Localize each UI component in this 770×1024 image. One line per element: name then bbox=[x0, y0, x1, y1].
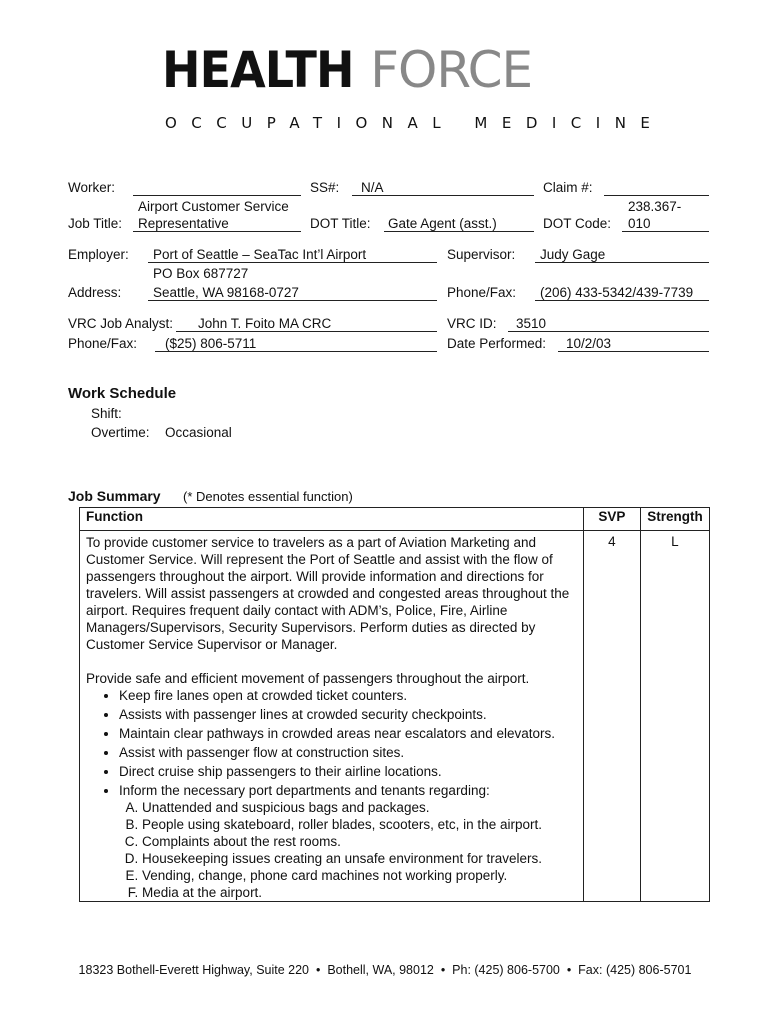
footer-fax: Fax: (425) 806-5701 bbox=[578, 963, 692, 977]
shift-label: Shift: bbox=[91, 406, 122, 421]
dot-title-value: Gate Agent (asst.) bbox=[388, 216, 497, 231]
list-item: • Direct cruise ship passengers to their airline locations. bbox=[119, 763, 577, 780]
dot-title-label: DOT Title: bbox=[310, 216, 371, 231]
job-title-value-line1: Airport Customer Service bbox=[138, 199, 289, 214]
dot-code-field-line bbox=[622, 231, 709, 232]
page-footer bbox=[0, 963, 770, 977]
table-row bbox=[80, 531, 710, 902]
footer-separator: • bbox=[315, 963, 321, 977]
supervisor-value: Judy Gage bbox=[540, 247, 606, 262]
table-header-row bbox=[80, 508, 710, 531]
address-value-line2: Seattle, WA 98168-0727 bbox=[153, 285, 299, 300]
company-logo bbox=[162, 41, 533, 99]
footer-separator: • bbox=[566, 963, 572, 977]
worker-field-line bbox=[133, 195, 301, 196]
function-bullet-list bbox=[86, 687, 577, 901]
sub-list-item: E. Vending, change, phone card machines not working properly. bbox=[142, 867, 577, 884]
analyst-phone-label: Phone/Fax: bbox=[68, 336, 138, 351]
dot-code-value-line2: 010 bbox=[628, 216, 651, 231]
overtime-label: Overtime: bbox=[91, 425, 150, 440]
work-schedule-title: Work Schedule bbox=[68, 385, 177, 402]
svp-column-header: SVP bbox=[583, 508, 640, 531]
svp-cell: 4 bbox=[583, 531, 640, 902]
sub-list-item: C. Complaints about the rest rooms. bbox=[142, 833, 577, 850]
phonefax-label: Phone/Fax: bbox=[447, 285, 517, 300]
dot-code-label: DOT Code: bbox=[543, 216, 612, 231]
job-title-label: Job Title: bbox=[68, 216, 123, 231]
function-cell bbox=[80, 531, 584, 902]
overtime-value: Occasional bbox=[165, 425, 232, 440]
address-field-line bbox=[148, 300, 437, 301]
vrc-analyst-value: John T. Foito MA CRC bbox=[198, 316, 332, 331]
phonefax-value: (206) 433-5342/439-7739 bbox=[540, 285, 694, 300]
address-value-line1: PO Box 687727 bbox=[153, 266, 249, 281]
ss-label: SS#: bbox=[310, 180, 340, 195]
function-description: To provide customer service to travelers as a part of Aviation Marketing and Customer Service. Will represent the Port of Seattle and assist with the flow of passengers throughout the airport. Will provide information and directions for travelers. Will assist passengers at crowded and congested areas throughout the airport. Requires frequent daily contact with ADM’s, Police, Fire, Airline Managers/Supervisors, Security Supervisors. Perform duties as directed by Customer Service Supervisor or Manager. bbox=[86, 535, 570, 652]
vrc-id-label: VRC ID: bbox=[447, 316, 497, 331]
date-performed-value: 10/2/03 bbox=[566, 336, 612, 351]
footer-phone: Ph: (425) 806-5700 bbox=[452, 963, 560, 977]
dot-title-field-line bbox=[384, 231, 534, 232]
list-item: • Assists with passenger lines at crowded security checkpoints. bbox=[119, 706, 577, 723]
employer-label: Employer: bbox=[68, 247, 129, 262]
employer-value: Port of Seattle – SeaTac Int’l Airport bbox=[153, 247, 367, 262]
logo-force-text: FORCE bbox=[370, 41, 533, 99]
list-item: • Maintain clear pathways in crowded areas near escalators and elevators. bbox=[119, 725, 577, 742]
strength-cell: L bbox=[640, 531, 709, 902]
footer-city: Bothell, WA, 98012 bbox=[327, 963, 434, 977]
job-title-value-line2: Representative bbox=[138, 216, 229, 231]
vrc-analyst-field-line bbox=[176, 331, 437, 332]
logo-health-text: HEALTH bbox=[162, 41, 354, 99]
list-item-text: Inform the necessary port departments and tenants regarding: bbox=[119, 783, 490, 798]
supervisor-field-line bbox=[535, 262, 709, 263]
vrc-id-value: 3510 bbox=[516, 316, 547, 331]
function-movement-intro: Provide safe and efficient movement of passengers throughout the airport. bbox=[86, 671, 530, 686]
list-item-inform bbox=[119, 782, 577, 901]
vrc-analyst-label: VRC Job Analyst: bbox=[68, 316, 174, 331]
job-summary-table bbox=[79, 507, 710, 902]
list-item: • Assist with passenger flow at construction sites. bbox=[119, 744, 577, 761]
function-column-header: Function bbox=[80, 508, 584, 531]
footer-address: 18323 Bothell-Everett Highway, Suite 220 bbox=[78, 963, 310, 977]
footer-separator: • bbox=[440, 963, 446, 977]
inform-sub-list bbox=[119, 799, 577, 901]
dot-code-value-line1: 238.367- bbox=[628, 199, 682, 214]
claim-label: Claim #: bbox=[543, 180, 593, 195]
strength-column-header: Strength bbox=[640, 508, 709, 531]
job-summary-note: (* Denotes essential function) bbox=[183, 489, 353, 504]
claim-field-line bbox=[604, 195, 709, 196]
analyst-phone-value: ($25) 806-5711 bbox=[165, 336, 257, 351]
job-title-field-line bbox=[133, 231, 301, 232]
analyst-phone-field-line bbox=[155, 351, 437, 352]
list-item: • Keep fire lanes open at crowded ticket counters. bbox=[119, 687, 577, 704]
worker-label: Worker: bbox=[68, 180, 116, 195]
phonefax-field-line bbox=[535, 300, 709, 301]
ss-field-line bbox=[352, 195, 534, 196]
sub-list-item: B. People using skateboard, roller blades, scooters, etc, in the airport. bbox=[142, 816, 577, 833]
sub-list-item: A. Unattended and suspicious bags and packages. bbox=[142, 799, 577, 816]
logo-subtitle: OCCUPATIONAL MEDICINE bbox=[165, 114, 665, 132]
date-performed-label: Date Performed: bbox=[447, 336, 547, 351]
vrc-id-field-line bbox=[508, 331, 709, 332]
job-summary-title: Job Summary bbox=[68, 488, 161, 504]
address-label: Address: bbox=[68, 285, 122, 300]
date-performed-field-line bbox=[558, 351, 709, 352]
sub-list-item: D. Housekeeping issues creating an unsafe environment for travelers. bbox=[142, 850, 577, 867]
employer-field-line bbox=[148, 262, 437, 263]
supervisor-label: Supervisor: bbox=[447, 247, 516, 262]
ss-value: N/A bbox=[361, 180, 384, 195]
sub-list-item: F. Media at the airport. bbox=[142, 884, 577, 901]
